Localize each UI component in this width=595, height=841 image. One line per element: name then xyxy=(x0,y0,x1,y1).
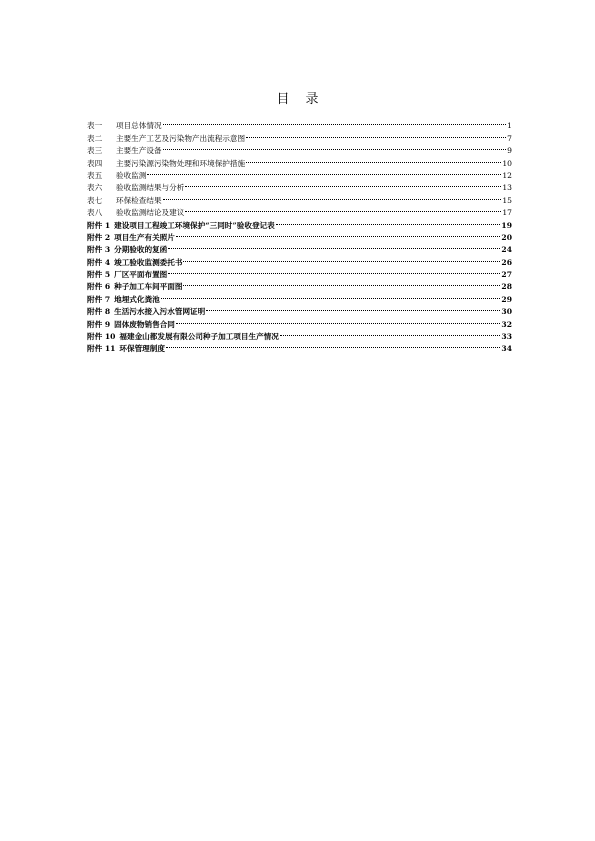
toc-entry-label xyxy=(87,145,162,157)
toc-entry-number: 表二 xyxy=(87,133,103,143)
toc-entry[interactable] xyxy=(87,178,512,193)
toc-entry-title: 种子加工车间平面图 xyxy=(114,282,183,292)
toc-entry-leader-dots xyxy=(183,252,500,264)
toc-entry-page-number: 32 xyxy=(501,319,512,329)
toc-entry-page-number: 17 xyxy=(502,208,512,218)
toc-entry-number: 附件 6 xyxy=(87,282,111,292)
toc-entry-title: 竣工验收监测委托书 xyxy=(114,257,183,267)
toc-entry-title: 地埋式化粪池 xyxy=(114,294,160,304)
toc-entry-label xyxy=(87,170,146,182)
toc-entry-title: 环保检查结果 xyxy=(116,195,162,205)
toc-entry-page-number: 33 xyxy=(501,332,512,342)
toc-entry-title: 主要污染源污染物处理和环境保护措施 xyxy=(116,158,246,168)
toc-entry-number: 附件 2 xyxy=(87,232,111,242)
toc-entry-leader-dots xyxy=(176,228,501,240)
toc-entry-leader-dots xyxy=(166,339,500,351)
toc-entry-leader-dots xyxy=(246,128,506,140)
toc-entry-title: 生活污水接入污水管网证明 xyxy=(114,307,206,317)
toc-entry-title: 福建金山都发展有限公司种子加工项目生产情况 xyxy=(119,332,279,342)
toc-entry-number: 表三 xyxy=(87,146,103,156)
toc-entry-label xyxy=(87,294,160,306)
toc-entry-label xyxy=(87,232,175,244)
toc-entry-number: 附件 11 xyxy=(87,344,116,354)
toc-entry-number: 附件 10 xyxy=(87,332,116,342)
toc-entry-title: 固体废物销售合同 xyxy=(114,319,175,329)
toc-entry-page-number: 27 xyxy=(501,270,512,280)
toc-entry-leader-dots xyxy=(147,166,501,178)
toc-entry-leader-dots xyxy=(183,277,500,289)
toc-entry-leader-dots xyxy=(168,240,500,252)
toc-entry-leader-dots xyxy=(206,302,500,314)
toc-entry-leader-dots xyxy=(163,141,507,153)
toc-entry-number: 附件 9 xyxy=(87,319,111,329)
toc-entry-label xyxy=(87,343,165,355)
toc-entry-number: 表五 xyxy=(87,170,103,180)
table-of-contents xyxy=(87,116,512,354)
toc-entry-page-number: 7 xyxy=(507,133,512,143)
toc-entry-page-number: 15 xyxy=(502,195,512,205)
toc-entry-page-number: 28 xyxy=(501,282,512,292)
toc-entry-number: 表一 xyxy=(87,121,103,131)
toc-entry-number: 附件 4 xyxy=(87,257,111,267)
toc-entry-page-number: 29 xyxy=(501,294,512,304)
toc-entry-title: 建设项目工程竣工环境保护“三同时”验收登记表 xyxy=(114,220,275,230)
toc-entry-number: 附件 3 xyxy=(87,245,111,255)
toc-entry-title: 项目生产有关照片 xyxy=(114,232,175,242)
toc-entry[interactable] xyxy=(87,166,512,178)
page-title-char-1: 目 xyxy=(276,92,290,107)
toc-entry-number: 附件 5 xyxy=(87,270,111,280)
toc-entry-leader-dots xyxy=(168,265,500,277)
toc-entry-title: 分期验收的复函 xyxy=(114,245,168,255)
toc-entry-page-number: 20 xyxy=(501,232,512,242)
toc-entry-leader-dots xyxy=(176,314,501,326)
toc-entry-label xyxy=(87,120,162,132)
toc-entry-title: 验收监测结果与分析 xyxy=(116,183,185,193)
toc-entry-title: 验收监测结论及建议 xyxy=(116,208,185,218)
toc-entry-number: 表七 xyxy=(87,195,103,205)
toc-entry-leader-dots xyxy=(161,289,501,301)
toc-entry-page-number: 30 xyxy=(501,307,512,317)
toc-entry-label xyxy=(87,319,175,331)
toc-entry-number: 附件 8 xyxy=(87,307,111,317)
toc-entry-title: 环保管理制度 xyxy=(119,344,165,354)
toc-entry-leader-dots xyxy=(280,327,501,339)
toc-entry-page-number: 12 xyxy=(502,170,512,180)
toc-entry-label xyxy=(87,195,162,207)
toc-entry-page-number: 34 xyxy=(501,344,512,354)
toc-entry-page-number: 9 xyxy=(507,146,512,156)
toc-entry-leader-dots xyxy=(246,153,501,165)
toc-entry-leader-dots xyxy=(163,190,502,202)
toc-entry-leader-dots xyxy=(163,116,507,128)
toc-entry-title: 厂区平面布置图 xyxy=(114,270,168,280)
toc-entry-number: 附件 1 xyxy=(87,220,111,230)
toc-entry[interactable] xyxy=(87,116,512,131)
toc-entry-label xyxy=(87,269,167,281)
toc-entry-page-number: 13 xyxy=(502,183,512,193)
toc-entry-leader-dots xyxy=(276,215,501,227)
toc-entry-page-number: 10 xyxy=(502,158,512,168)
toc-entry-title: 主要生产工艺及污染物产出流程示意图 xyxy=(116,133,246,143)
toc-entry-number: 表六 xyxy=(87,183,103,193)
page-title-char-2: 录 xyxy=(305,92,319,107)
toc-entry-leader-dots xyxy=(185,178,501,190)
toc-entry-page-number: 26 xyxy=(501,257,512,267)
toc-entry-label xyxy=(87,207,184,219)
toc-entry-page-number: 1 xyxy=(507,121,512,131)
page-title xyxy=(0,88,595,107)
toc-entry-number: 表四 xyxy=(87,158,103,168)
toc-entry-page-number: 19 xyxy=(501,220,512,230)
toc-entry-leader-dots xyxy=(185,203,501,215)
toc-entry-title: 验收监测 xyxy=(116,170,147,180)
toc-entry-page-number: 24 xyxy=(501,245,512,255)
toc-entry-title: 主要生产设备 xyxy=(116,146,162,156)
toc-entry-number: 表八 xyxy=(87,208,103,218)
toc-entry-label xyxy=(87,244,167,256)
toc-entry-number: 附件 7 xyxy=(87,294,111,304)
toc-entry-title: 项目总体情况 xyxy=(116,121,162,131)
